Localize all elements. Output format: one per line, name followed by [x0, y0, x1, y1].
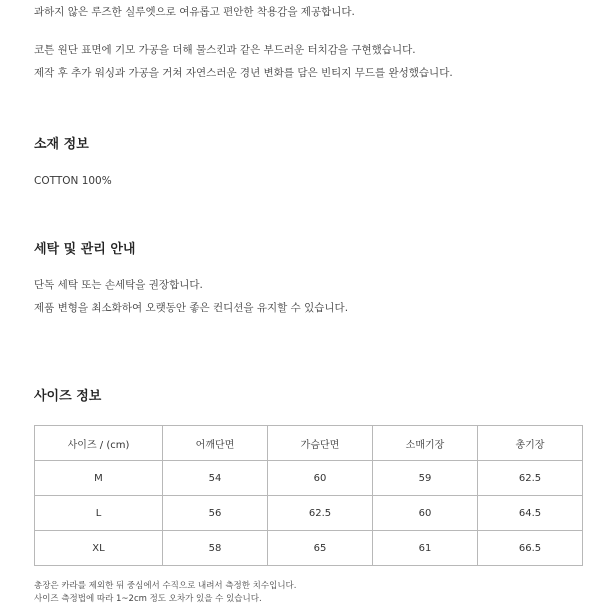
care-heading: 세탁 및 관리 안내: [34, 242, 136, 257]
intro-line-1: 과하지 않은 루즈한 실루엣으로 여유롭고 편안한 착용감을 제공합니다.: [34, 6, 355, 18]
size-table-header-row: [35, 426, 583, 461]
table-row: [35, 531, 583, 566]
size-label-cell: M: [35, 461, 163, 496]
table-row: [35, 496, 583, 531]
intro-line-2: 코튼 원단 표면에 기모 가공을 더해 물스킨과 같은 부드러운 터치감을 구현했습니다.: [34, 44, 416, 56]
size-note-1: 총장은 카라를 제외한 뒤 중심에서 수직으로 내려서 측정한 치수입니다.: [34, 581, 297, 591]
shoulder-cell: 56: [163, 496, 268, 531]
size-notes: [34, 580, 296, 606]
material-text: COTTON 100%: [34, 175, 112, 187]
size-heading: 사이즈 정보: [34, 389, 102, 404]
size-label-cell: L: [35, 496, 163, 531]
care-line-1: 단독 세탁 또는 손세탁을 권장합니다.: [34, 279, 203, 291]
chest-cell: 62.5: [268, 496, 373, 531]
chest-cell: 60: [268, 461, 373, 496]
chest-cell: 65: [268, 531, 373, 566]
length-cell: 66.5: [478, 531, 583, 566]
intro-line-3: 제작 후 추가 워싱과 가공을 거쳐 자연스러운 경년 변화를 담은 빈티지 무드를 완성했습니다.: [34, 67, 453, 79]
shoulder-cell: 58: [163, 531, 268, 566]
column-header-length: 총기장: [478, 426, 583, 461]
column-header-size: 사이즈 / (cm): [35, 426, 163, 461]
care-line-2: 제품 변형을 최소화하여 오랫동안 좋은 컨디션을 유지할 수 있습니다.: [34, 302, 349, 314]
column-header-sleeve: 소매기장: [373, 426, 478, 461]
size-table: [34, 425, 583, 566]
column-header-chest: 가슴단면: [268, 426, 373, 461]
length-cell: 64.5: [478, 496, 583, 531]
sleeve-cell: 60: [373, 496, 478, 531]
shoulder-cell: 54: [163, 461, 268, 496]
material-heading: 소재 정보: [34, 137, 89, 152]
size-note-2: 사이즈 측정법에 따라 1~2cm 정도 오차가 있을 수 있습니다.: [34, 594, 262, 604]
size-label-cell: XL: [35, 531, 163, 566]
table-row: [35, 461, 583, 496]
column-header-shoulder: 어깨단면: [163, 426, 268, 461]
sleeve-cell: 61: [373, 531, 478, 566]
length-cell: 62.5: [478, 461, 583, 496]
sleeve-cell: 59: [373, 461, 478, 496]
